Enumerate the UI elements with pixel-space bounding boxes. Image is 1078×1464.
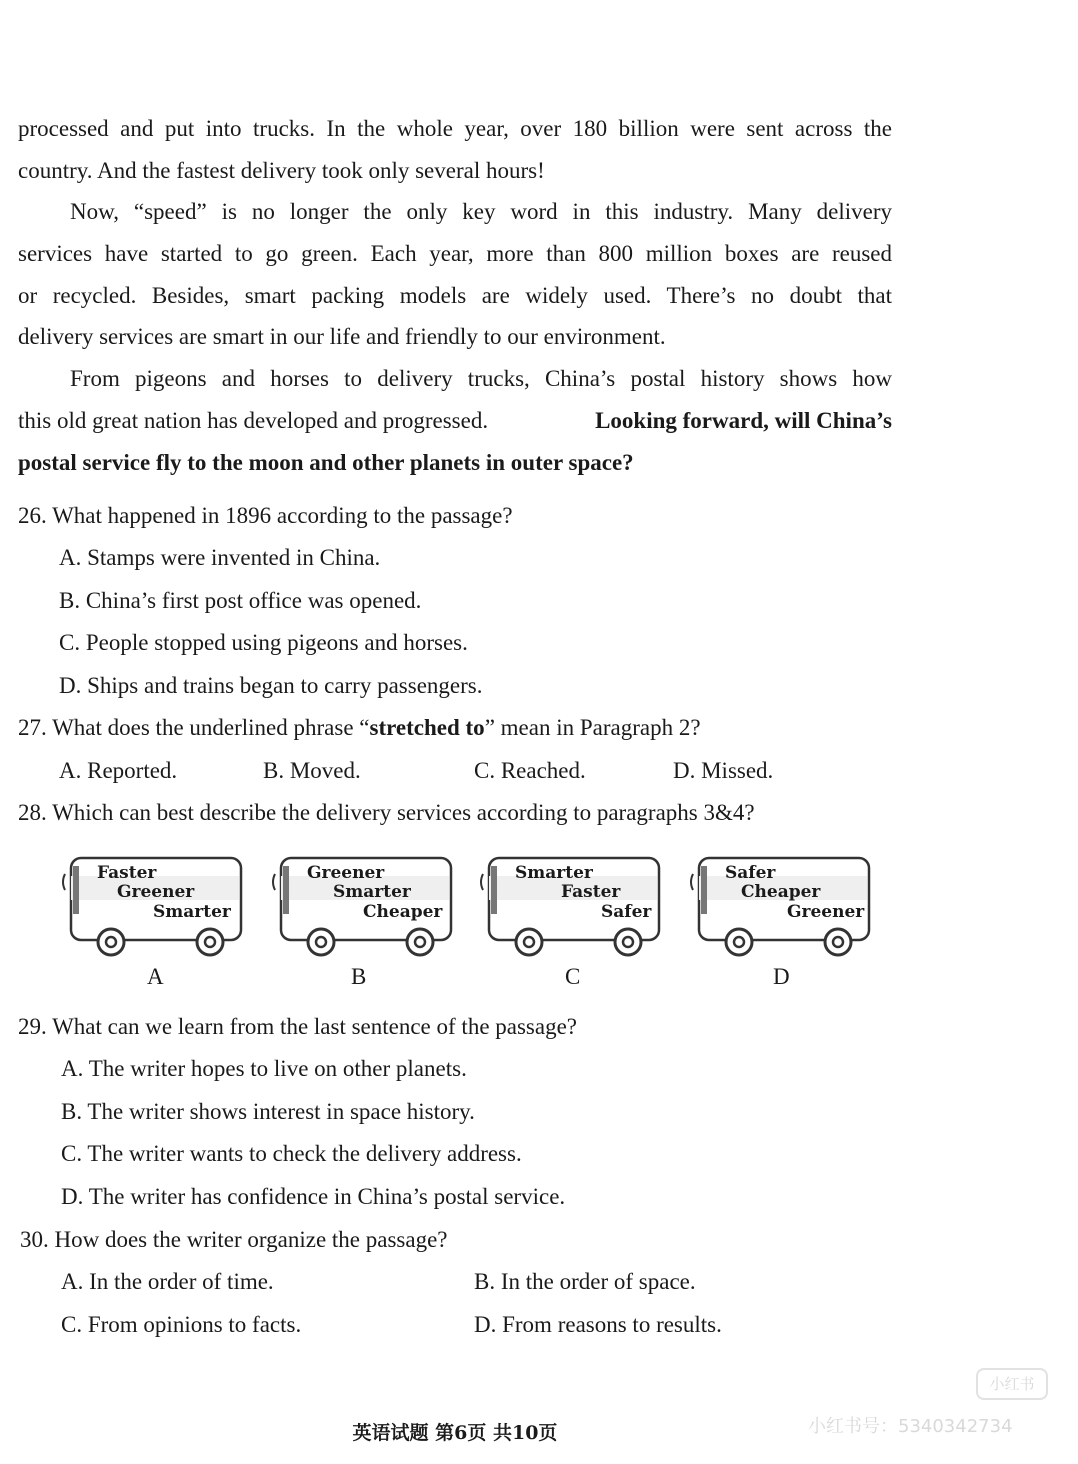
page-footer: 英语试题 第6页 共10页	[352, 1422, 558, 1444]
option-d: D. Missed.	[673, 758, 774, 783]
truck-word: Safer	[725, 863, 776, 883]
underlined-phrase: stretched to	[369, 715, 485, 740]
option-c: C. From opinions to facts.	[61, 1312, 302, 1337]
truck-label: D	[773, 964, 790, 989]
truck-label: B	[351, 964, 367, 989]
truck-word: Greener	[307, 863, 385, 883]
question-stem: 26. What happened in 1896 according to the passage?	[18, 503, 513, 528]
passage-question-text: postal service fly to the moon and other planets in outer space?	[18, 450, 634, 475]
passage-line: country. And the fastest delivery took only several hours!	[18, 158, 545, 183]
passage-line	[18, 406, 892, 436]
option-d: D. The writer has confidence in China’s postal service.	[61, 1184, 566, 1209]
option-a: A. Stamps were invented in China.	[59, 545, 381, 570]
truck-word: Greener	[117, 882, 195, 902]
option-a: A. Reported.	[59, 758, 178, 783]
stem-text: 27. What does the underlined phrase “	[18, 715, 370, 740]
truck-label: C	[565, 964, 581, 989]
truck-options	[55, 852, 885, 1002]
truck-word: Smarter	[515, 863, 593, 883]
option-c: C. The writer wants to check the delivery address.	[61, 1141, 522, 1166]
passage-line: delivery services are smart in our life and friendly to our environment.	[18, 324, 666, 349]
passage-line: processed and put into trucks. In the whole year, over 180 billion were sent across the	[18, 116, 892, 141]
option-b: B. Moved.	[263, 758, 361, 783]
truck-word: Faster	[561, 882, 621, 902]
truck-word: Cheaper	[741, 882, 821, 902]
truck-label: A	[147, 964, 164, 989]
option-b: B. In the order of space.	[474, 1269, 696, 1294]
option-b: B. China’s first post office was opened.	[59, 588, 422, 613]
truck-option-b	[265, 852, 450, 992]
truck-option-c	[473, 852, 658, 992]
passage-line: From pigeons and horses to delivery trucks, China’s postal history shows how	[70, 366, 892, 391]
option-c: C. Reached.	[474, 758, 586, 783]
truck-word: Greener	[787, 902, 865, 922]
option-a: A. In the order of time.	[61, 1269, 274, 1294]
truck-word: Smarter	[333, 882, 411, 902]
passage-text: this old great nation has developed and progressed.	[18, 408, 489, 433]
truck-word: Faster	[97, 863, 157, 883]
truck-option-d	[683, 852, 868, 992]
stem-text: ” mean in Paragraph 2?	[484, 715, 701, 740]
option-b: B. The writer shows interest in space history.	[61, 1099, 475, 1124]
question-stem	[18, 713, 701, 743]
truck-option-a	[55, 852, 240, 992]
watermark-logo: 小红书	[976, 1368, 1048, 1400]
passage-line: Now, “speed” is no longer the only key word in this industry. Many delivery	[70, 199, 892, 224]
truck-word: Smarter	[153, 902, 231, 922]
watermark-id: 小红书号：5340342734	[808, 1416, 1013, 1437]
truck-word: Cheaper	[363, 902, 443, 922]
option-d: D. From reasons to results.	[474, 1312, 722, 1337]
question-stem: 28. Which can best describe the delivery services according to paragraphs 3&4?	[18, 800, 755, 825]
truck-word: Safer	[601, 902, 652, 922]
question-stem: 29. What can we learn from the last sentence of the passage?	[18, 1014, 578, 1039]
option-c: C. People stopped using pigeons and horses.	[59, 630, 468, 655]
passage-question-text: Looking forward, will China’s	[595, 408, 892, 433]
option-a: A. The writer hopes to live on other planets.	[61, 1056, 467, 1081]
question-stem: 30. How does the writer organize the passage?	[20, 1227, 448, 1252]
passage-line: or recycled. Besides, smart packing models are widely used. There’s no doubt that	[18, 283, 892, 308]
option-d: D. Ships and trains began to carry passengers.	[59, 673, 483, 698]
passage-line: services have started to go green. Each year, more than 800 million boxes are reused	[18, 241, 892, 266]
